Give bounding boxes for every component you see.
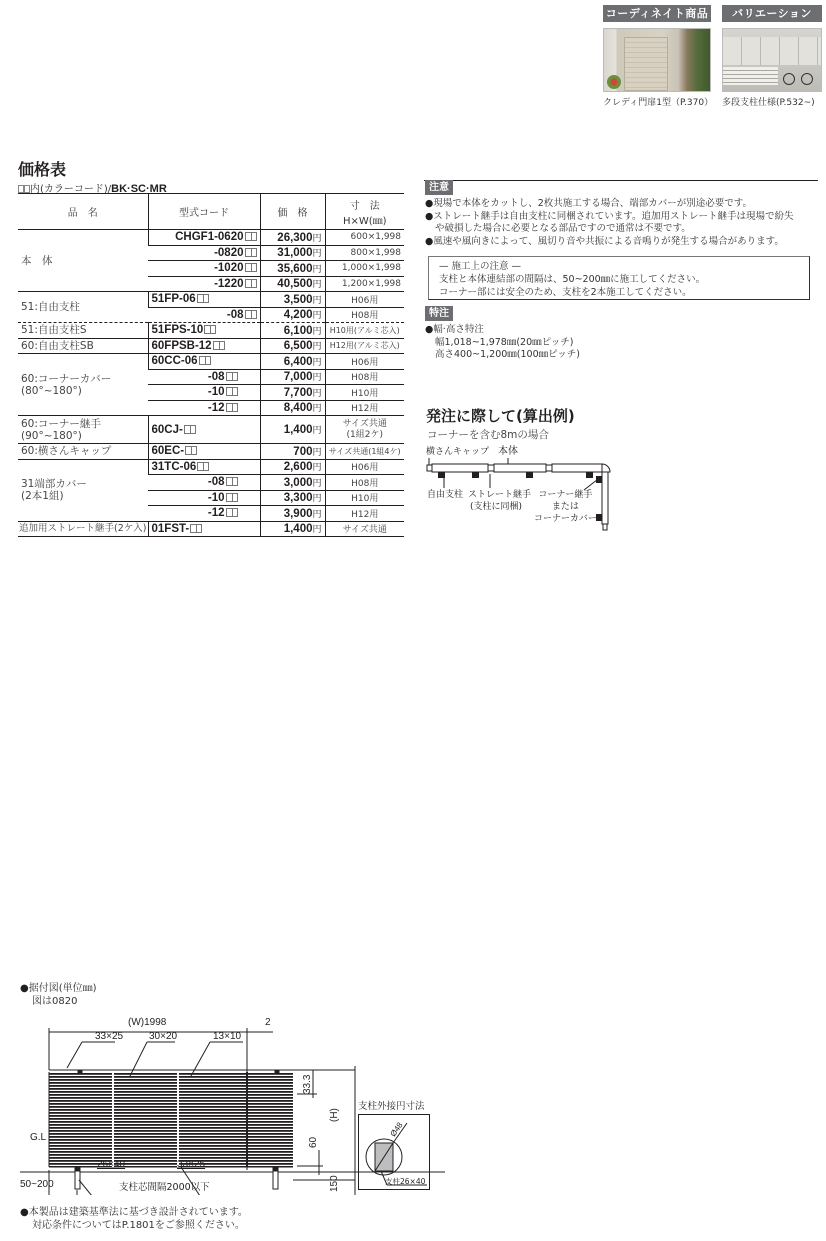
price-value: 1,400円 — [260, 416, 325, 444]
dim-h: (H) — [329, 1108, 340, 1122]
table-row — [18, 323, 404, 339]
label-cap: 横さんキャップ — [426, 447, 490, 457]
dim-60: 60 — [308, 1136, 319, 1148]
label-corner-joint: コーナー継手 または コーナーカバー — [534, 490, 597, 524]
construction-caution-box — [428, 256, 810, 300]
fence-panel — [49, 1072, 293, 1167]
dim-33-3: 33.3 — [302, 1074, 313, 1094]
table-row — [18, 354, 404, 370]
bicycle-icon — [783, 71, 813, 85]
circle-detail-box — [358, 1114, 430, 1190]
model-code: -10 — [148, 385, 260, 401]
dimension: サイズ共通 — [325, 521, 404, 537]
dim-post: 26×40 — [97, 1159, 126, 1170]
caution-item: ● 風速や風向きによって、風切り音や共振による音鳴りが発生する場合があります。 — [425, 236, 794, 249]
construction-caution-line: 支柱と本体連結部の間隔は、50~200㎜に施工してください。 — [439, 274, 706, 285]
model-code: 51FP-06 — [148, 292, 260, 308]
circle-detail-title: 支柱外接円寸法 — [358, 1101, 425, 1112]
order-example-subtitle: コーナーを含む8mの場合 — [427, 429, 549, 441]
dimension: H10用 — [325, 490, 404, 506]
model-code: -1220 — [148, 276, 260, 292]
price-value: 3,900円 — [260, 506, 325, 522]
dimension: 1,000×1,998 — [325, 261, 404, 277]
dim-rail-bottom: 33×25 — [177, 1159, 206, 1170]
installation-subtitle: 図は0820 — [32, 996, 78, 1007]
dimension: H06用 — [325, 354, 404, 370]
caution-item: ● ストレート継手は自由支柱に同梱されています。追加用ストレート継手は現場で紛失 — [425, 211, 794, 224]
installation-heading: ●据付図(単位㎜) 図は0820 — [20, 983, 97, 1007]
product-name: 60:自由支柱SB — [18, 338, 148, 354]
price-value: 4,200円 — [260, 307, 325, 323]
price-value: 3,300円 — [260, 490, 325, 506]
dim-gap: 2 — [265, 1017, 271, 1028]
model-code: -08 — [148, 307, 260, 323]
panel-2 — [494, 464, 546, 472]
header-model-code: 型式コード — [148, 194, 260, 230]
model-code: -12 — [148, 506, 260, 522]
construction-caution-line: コーナー部には安全のため、支柱を2本施工してください。 — [439, 287, 692, 298]
special-order-heading: ● 幅·高さ特注 — [425, 324, 580, 337]
footer-line: 本製品は建築基準法に基づき設計されています。 — [28, 1207, 248, 1218]
price-value: 6,100円 — [260, 323, 325, 339]
special-order-notes — [425, 324, 580, 362]
dim-slat: 13×10 — [213, 1031, 242, 1042]
product-name: 51:自由支柱S — [18, 323, 148, 339]
coordinate-product-block — [603, 5, 714, 108]
dimension: H12用 — [325, 400, 404, 416]
price-value: 7,700円 — [260, 385, 325, 401]
table-row — [18, 292, 404, 308]
header-price: 価 格 — [260, 194, 325, 230]
post — [472, 472, 479, 478]
product-name: 60:横さんキャップ — [18, 444, 148, 460]
caution-tag: 注意 — [425, 180, 453, 195]
variation-badge: バリエーション — [722, 5, 822, 22]
product-name: 60:コーナー継手 (90°~180°) — [18, 416, 148, 444]
special-order-height: 高さ400~1,200㎜(100㎜ピッチ) — [435, 349, 580, 360]
price-table-title: 価格表 — [18, 160, 67, 179]
model-code: -1020 — [148, 261, 260, 277]
dim-width: (W)1998 — [128, 1017, 167, 1028]
dim-rail-top: 33×25 — [95, 1031, 124, 1042]
product-name: 60:コーナーカバー (80°~180°) — [18, 354, 148, 416]
variation-photo-caption: 多段支柱仕様(P.532~) — [722, 98, 815, 108]
gate-photo-caption: クレディ門扉1型（P.370） — [603, 98, 714, 108]
model-code: CHGF1-0620 — [148, 230, 260, 246]
model-code: 60CJ- — [148, 416, 260, 444]
dim-post-pitch: 支柱芯間隔2000以下 — [119, 1182, 210, 1193]
footer-note: ●本製品は建築基準法に基づき設計されています。 対応条件についてはP.1801をご参照ください。 — [20, 1207, 248, 1231]
dim-rail-mid: 30×20 — [149, 1031, 178, 1042]
dimension: H08用 — [325, 369, 404, 385]
model-code: -12 — [148, 400, 260, 416]
price-value: 6,400円 — [260, 354, 325, 370]
dimension: H06用 — [325, 459, 404, 475]
special-order-tag: 特注 — [425, 306, 453, 321]
product-name: 追加用ストレート継手(2ケ入) — [18, 521, 148, 537]
price-value: 31,000円 — [260, 245, 325, 261]
panel-4 — [602, 472, 608, 524]
order-example-diagram — [424, 446, 624, 536]
price-value: 1,400円 — [260, 521, 325, 537]
price-value: 26,300円 — [260, 230, 325, 246]
color-code-note: 内(カラーコード)/BK·SC·MR — [18, 180, 167, 195]
label-post: 自由支柱 — [427, 490, 464, 500]
table-row — [18, 338, 404, 354]
coordinate-product-badge: コーディネイト商品 — [603, 5, 711, 22]
model-code: -08 — [148, 475, 260, 491]
dimension: サイズ共通 (1組2ケ) — [325, 416, 404, 444]
panel-1 — [432, 464, 488, 472]
model-code: 51FPS-10 — [148, 323, 260, 339]
model-code: -0820 — [148, 245, 260, 261]
color-codes: BK·SC·MR — [111, 183, 167, 195]
dimension: H08用 — [325, 475, 404, 491]
price-value: 3,000円 — [260, 475, 325, 491]
order-example-title: 発注に際して(算出例) — [426, 407, 575, 425]
price-value: 3,500円 — [260, 292, 325, 308]
installation-title: 据付図(単位㎜) — [28, 983, 97, 994]
post — [438, 472, 445, 478]
caution-item: ● 現場で本体をカットし、2枚共施工する場合、端部カバーが別途必要です。 — [425, 198, 794, 211]
price-value: 700円 — [260, 444, 325, 460]
circle-diameter: Ø48 — [388, 1120, 405, 1139]
dimension: H12用 — [325, 506, 404, 522]
construction-caution-title: — 施工上の注意 — — [439, 261, 522, 272]
divider — [424, 180, 818, 181]
dimension: 1,200×1,998 — [325, 276, 404, 292]
dimension: 800×1,998 — [325, 245, 404, 261]
label-straight-joint: ストレート継手 (支柱に同梱) — [468, 490, 532, 512]
dimension: H10用 — [325, 385, 404, 401]
table-row — [18, 416, 404, 444]
label-body: 本体 — [498, 446, 518, 457]
special-order-width: 幅1,018~1,978㎜(20㎜ピッチ) — [435, 336, 574, 348]
model-code: 60EC- — [148, 444, 260, 460]
price-value: 8,400円 — [260, 400, 325, 416]
caution-item-continued: や破損した場合に必要となる部品ですので通常は不要です。 — [435, 223, 691, 234]
panel-3 — [552, 464, 602, 472]
dim-150: 150 — [329, 1175, 340, 1192]
model-code: -10 — [148, 490, 260, 506]
footer-line: 対応条件についてはP.1801をご参照ください。 — [32, 1219, 245, 1231]
model-code: 60FPSB-12 — [148, 338, 260, 354]
product-name: 31端部カバー (2本1組) — [18, 459, 148, 521]
table-row — [18, 444, 404, 460]
circle-post-size: 支柱26×40 — [385, 1177, 426, 1186]
dimension: H06用 — [325, 292, 404, 308]
dimension: H08用 — [325, 307, 404, 323]
price-value: 2,600円 — [260, 459, 325, 475]
header-product-name: 品 名 — [18, 194, 148, 230]
price-value: 6,500円 — [260, 338, 325, 354]
product-name: 本 体 — [18, 230, 148, 292]
model-code: 60CC-06 — [148, 354, 260, 370]
price-value: 35,600円 — [260, 261, 325, 277]
table-row — [18, 459, 404, 475]
table-row — [18, 230, 404, 246]
gate-photo — [603, 28, 711, 92]
model-code: 01FST- — [148, 521, 260, 537]
multi-post-fence-photo — [722, 28, 822, 92]
product-name: 51:自由支柱 — [18, 292, 148, 323]
price-value: 40,500円 — [260, 276, 325, 292]
variation-block — [722, 5, 822, 108]
table-row — [18, 521, 404, 537]
dimension: H10用(アルミ芯入) — [325, 323, 404, 339]
dim-offset: 50~200 — [20, 1179, 54, 1190]
post — [586, 472, 593, 478]
post — [526, 472, 533, 478]
dimension: H12用(アルミ芯入) — [325, 338, 404, 354]
model-code: 31TC-06 — [148, 459, 260, 475]
post — [596, 476, 602, 483]
header-dimensions: 寸 法 H×W(㎜) — [325, 194, 404, 230]
dimension: サイズ共通(1組4ケ) — [325, 444, 404, 460]
dimension: 600×1,998 — [325, 230, 404, 246]
price-table — [18, 193, 404, 537]
model-code: -08 — [148, 369, 260, 385]
ground-level-label: G.L — [30, 1132, 47, 1143]
caution-notes — [425, 198, 794, 248]
price-value: 7,000円 — [260, 369, 325, 385]
